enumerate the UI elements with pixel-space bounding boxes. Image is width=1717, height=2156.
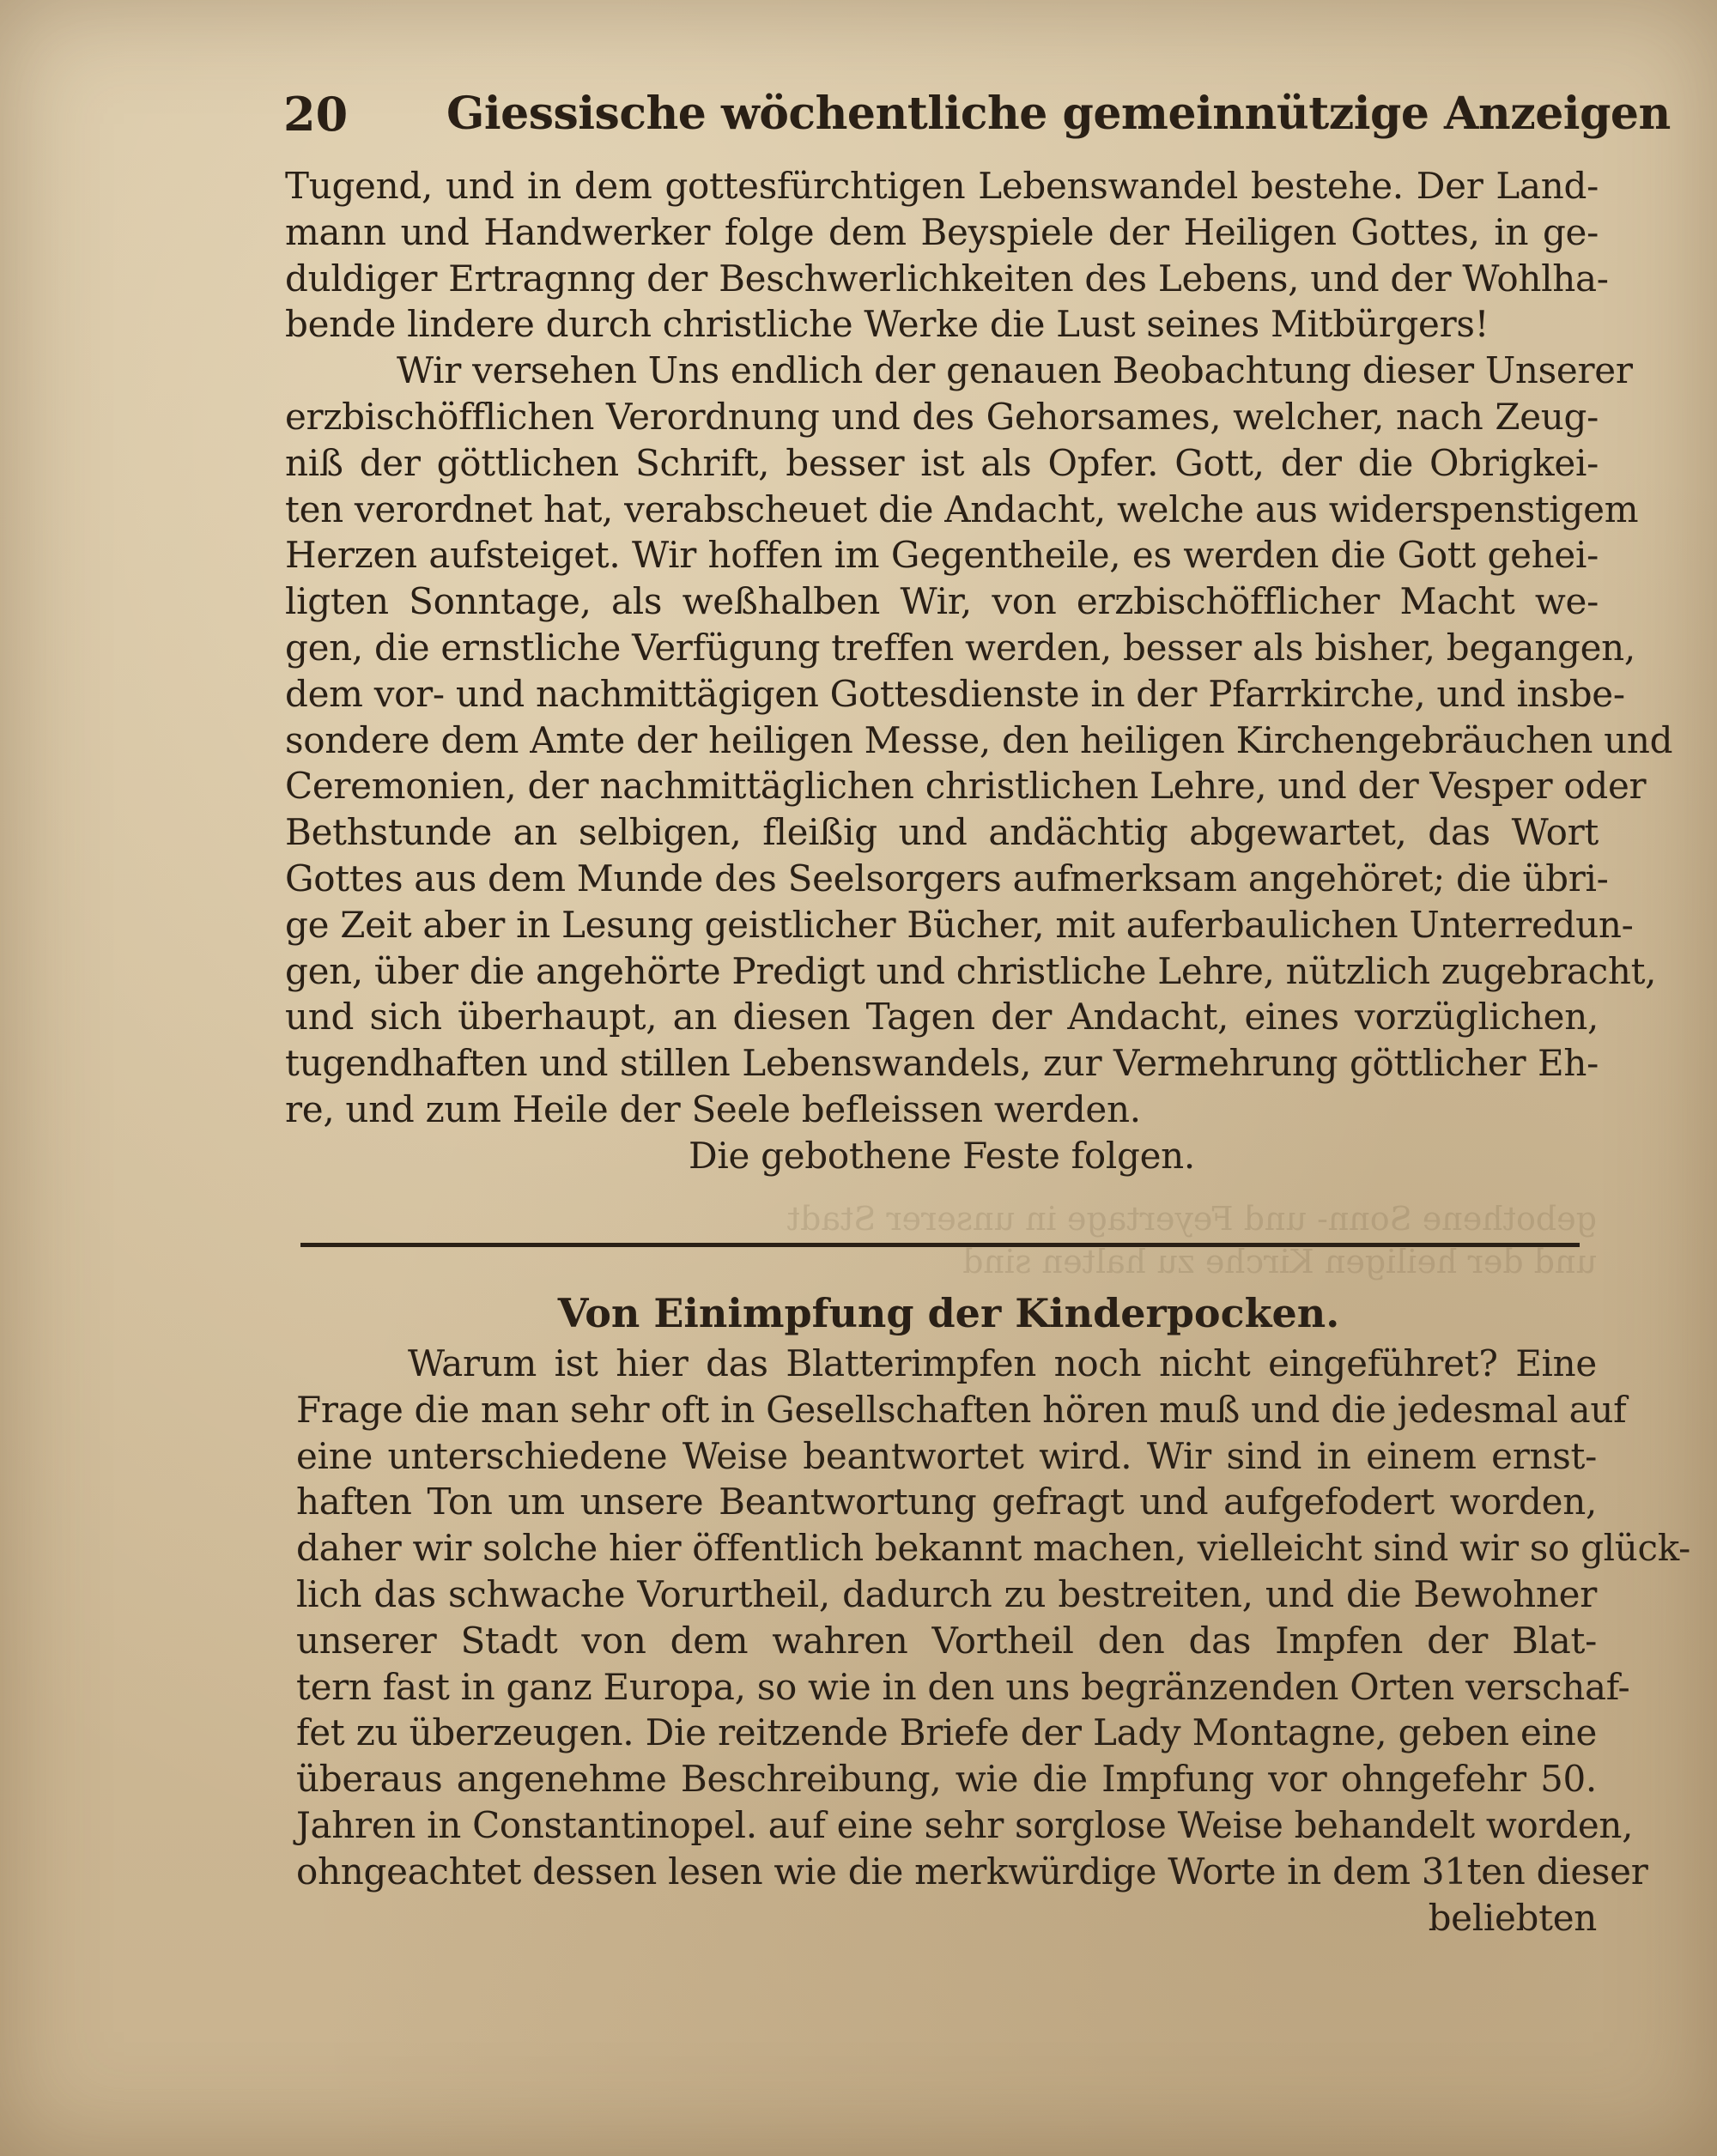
text-line: bende lindere durch christliche Werke die Lust seines Mitbürgers! [285,303,1489,346]
article-title: Von Einimpfung der Kinderpocken. [557,1290,1340,1336]
text-line: erzbischöfflichen Verordnung und des Gehorsames, welcher, nach Zeug- [285,395,1599,438]
text-line: sondere dem Amte der heiligen Messe, den heiligen Kirchengebräuchen und [285,718,1673,761]
decree-closing: Die gebothene Feste folgen. [689,1134,1195,1177]
text-line: fet zu überzeugen. Die reitzende Briefe der Lady Montagne, geben eine [296,1711,1597,1754]
text-line: tugendhaften und stillen Lebenswandels, zur Vermehrung göttlicher Eh- [285,1042,1599,1085]
text-line: ten verordnet hat, verabscheuet die Andacht, welche aus widerspenstigem [285,488,1639,530]
text-line: lich das schwache Vorurtheil, dadurch zu bestreiten, und die Bewohner [296,1572,1597,1615]
text-line: haften Ton um unsere Beantwortung gefragt und aufgefodert worden, [296,1481,1597,1523]
section-divider [300,1243,1580,1247]
decree-text [285,163,1673,1179]
text-line: gen, über die angehörte Predigt und christliche Lehre, nützlich zugebracht, [285,949,1657,992]
text-line: niß der göttlichen Schrift, besser ist als Opfer. Gott, der die Obrigkei- [285,441,1599,484]
page-header [283,76,1671,153]
text-line: tern fast in ganz Europa, so wie in den uns begränzenden Orten verschaf- [296,1665,1630,1708]
text-line: Warum ist hier das Blatterimpfen noch nicht eingeführet? Eine [408,1342,1597,1384]
text-line: Frage die man sehr oft in Gesellschaften hören muß und die jedesmal auf [296,1388,1627,1431]
text-line: duldiger Ertragnng der Beschwerlichkeiten des Lebens, und der Wohlha- [285,257,1609,300]
text-line: Gottes aus dem Munde des Seelsorgers aufmerksam angehöret; die übri- [285,857,1609,899]
text-line: ohngeachtet dessen lesen wie die merkwürdige Worte in dem 31ten dieser [296,1850,1648,1893]
text-line: eine unterschiedene Weise beantwortet wird. Wir sind in einem ernst- [296,1434,1597,1477]
text-line: Ceremonien, der nachmittäglichen christlichen Lehre, und der Vesper oder [285,765,1647,808]
text-line: gen, die ernstliche Verfügung treffen werden, besser als bisher, begangen, [285,626,1635,669]
text-line: unserer Stadt von dem wahren Vortheil den das Impfen der Blat- [296,1619,1597,1662]
text-line: daher wir solche hier öffentlich bekannt machen, vielleicht sind wir so glück- [296,1527,1691,1570]
text-line: Bethstunde an selbigen, fleißig und andächtig abgewartet, das Wort [285,811,1599,854]
running-title: Giessische wöchentliche gemeinnützige Anzeigen [446,88,1671,140]
text-line: Tugend, und in dem gottesfürchtigen Lebenswandel bestehe. Der Land- [285,165,1599,207]
text-line: mann und Handwerker folge dem Beyspiele der Heiligen Gottes, in ge- [285,210,1599,253]
text-line: ge Zeit aber in Lesung geistlicher Bücher, mit auferbaulichen Unterredun- [285,903,1634,946]
show-through-text: gebothene Sonn- und Feyertage in unserer Stadt und der heiligen Kirche zu halten sind [786,1200,1597,1281]
text-line: dem vor- und nachmittägigen Gottesdienste in der Pfarrkirche, und insbe- [285,672,1625,715]
text-line: re, und zum Heile der Seele befleissen werden. [285,1087,1141,1130]
text-line: überaus angenehme Beschreibung, wie die Impfung vor ohngefehr 50. [296,1758,1597,1801]
text-line: Jahren in Constantinopel. auf eine sehr sorglose Weise behandelt worden, [296,1803,1634,1846]
text-line: und sich überhaupt, an diesen Tagen der Andacht, eines vorzüglichen, [285,996,1599,1039]
article-text [296,1341,1691,1941]
text-line: ligten Sonntage, als weßhalben Wir, von erzbischöfflicher Macht we- [285,580,1599,623]
text-line: Herzen aufsteiget. Wir hoffen im Gegentheile, es werden die Gott gehei- [285,534,1599,577]
page-number: 20 [283,87,349,142]
text-line: Wir versehen Uns endlich der genauen Beobachtung dieser Unserer [397,349,1633,392]
catchword: beliebten [1428,1896,1597,1939]
